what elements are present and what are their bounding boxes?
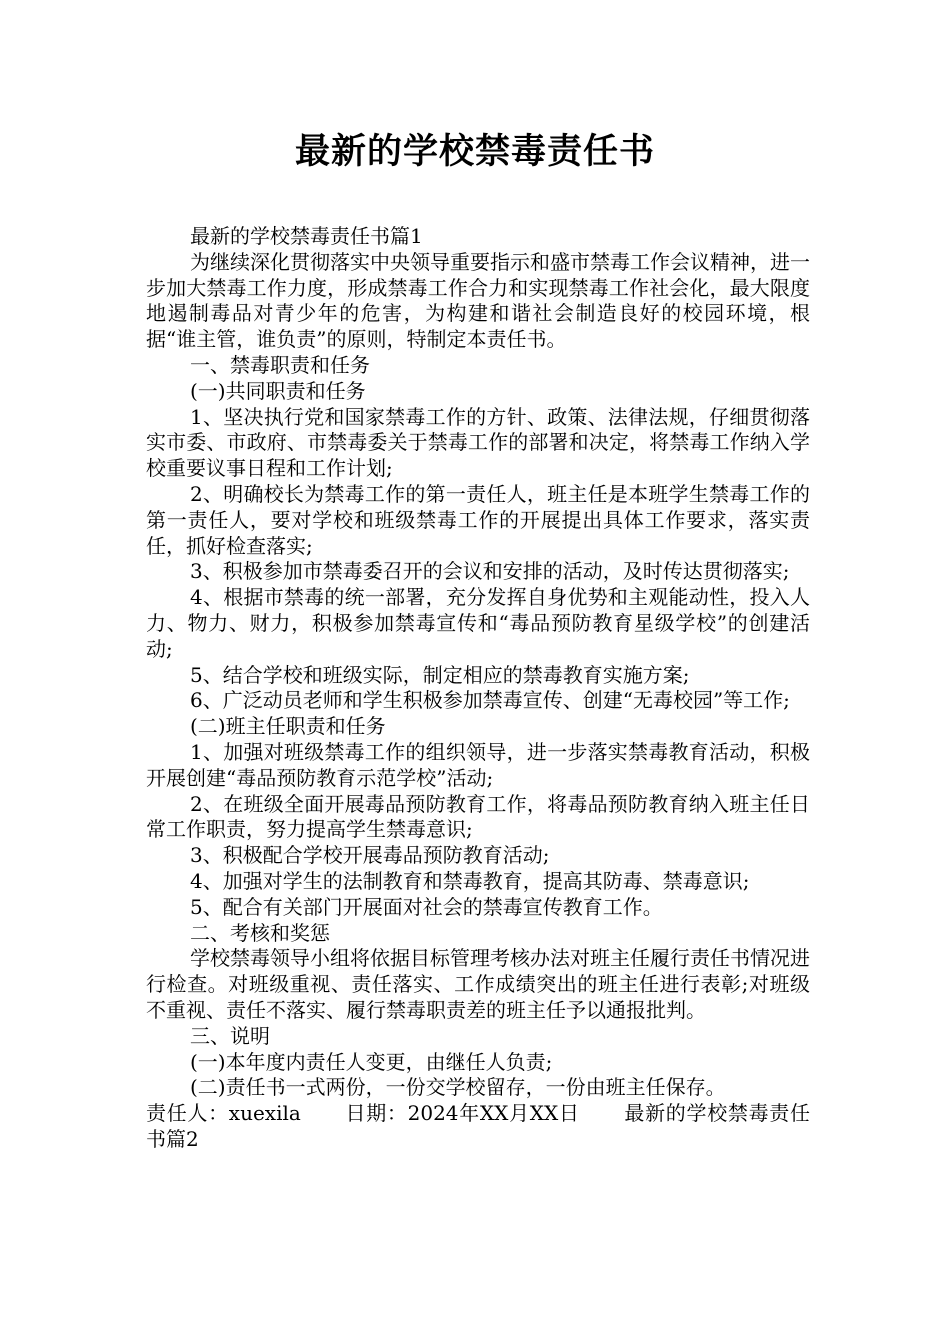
next-section-heading: 最新的学校禁毒责任书篇2 [146,1101,811,1151]
paragraph: 学校禁毒领导小组将依据目标管理考核办法对班主任履行责任书情况进行检查。对班级重视、责任落实、工作成绩突出的班主任进行表彰;对班级不重视、责任不落实、履行禁毒职责差的班主任予以通报批判。 [146,946,810,1022]
list-item: 6、广泛动员老师和学生积极参加禁毒宣传、创建“无毒校园”等工作; [190,688,790,713]
document-body [146,224,810,1153]
list-item: 2、明确校长为禁毒工作的第一责任人，班主任是本班学生禁毒工作的第一责任人，要对学校和班级禁毒工作的开展提出具体工作要求，落实责任，抓好检查落实; [146,481,810,558]
responsible-person: 责任人：xuexila [146,1101,301,1126]
subsection-heading: (二)班主任职责和任务 [190,714,386,739]
list-item: 5、结合学校和班级实际，制定相应的禁毒教育实施方案; [190,662,690,687]
signature-date: 日期：2024年XX月XX日 [344,1101,580,1126]
signature-line [146,1101,810,1153]
document-title: 最新的学校禁毒责任书 [294,132,655,172]
list-item: 5、配合有关部门开展面对社会的禁毒宣传教育工作。 [190,894,663,919]
subsection-heading: (一)共同职责和任务 [190,378,366,403]
section-heading: 二、考核和奖惩 [190,920,330,945]
list-item: 2、在班级全面开展毒品预防教育工作，将毒品预防教育纳入班主任日常工作职责，努力提高学生禁毒意识; [146,791,810,842]
list-item: (一)本年度内责任人变更，由继任人负责; [190,1049,553,1074]
section-heading: 最新的学校禁毒责任书篇1 [190,224,423,248]
list-item: 3、积极参加市禁毒委召开的会议和安排的活动，及时传达贯彻落实; [190,559,790,584]
list-item: 1、坚决执行党和国家禁毒工作的方针、政策、法律法规，仔细贯彻落实市委、市政府、市禁毒委关于禁毒工作的部署和决定，将禁毒工作纳入学校重要议事日程和工作计划; [146,404,810,481]
section-heading: 一、禁毒职责和任务 [190,352,370,377]
list-item: (二)责任书一式两份，一份交学校留存，一份由班主任保存。 [190,1075,726,1100]
list-item: 4、加强对学生的法制教育和禁毒教育，提高其防毒、禁毒意识; [190,868,750,893]
section-heading: 三、说明 [190,1023,270,1048]
paragraph: 为继续深化贯彻落实中央领导重要指示和盛市禁毒工作会议精神，进一步加大禁毒工作力度，形成禁毒工作合力和实现禁毒工作社会化，最大限度地遏制毒品对青少年的危害，为构建和谐社会制造良好的校园环境，根据“谁主管，谁负责”的原则，特制定本责任书。 [146,249,810,352]
list-item: 4、根据市禁毒的统一部署，充分发挥自身优势和主观能动性，投入人力、物力、财力，积极参加禁毒宣传和“毒品预防教育星级学校”的创建活动; [146,585,810,661]
list-item: 1、加强对班级禁毒工作的组织领导，进一步落实禁毒教育活动，积极开展创建“毒品预防教育示范学校”活动; [146,739,810,790]
list-item: 3、积极配合学校开展毒品预防教育活动; [190,843,550,868]
